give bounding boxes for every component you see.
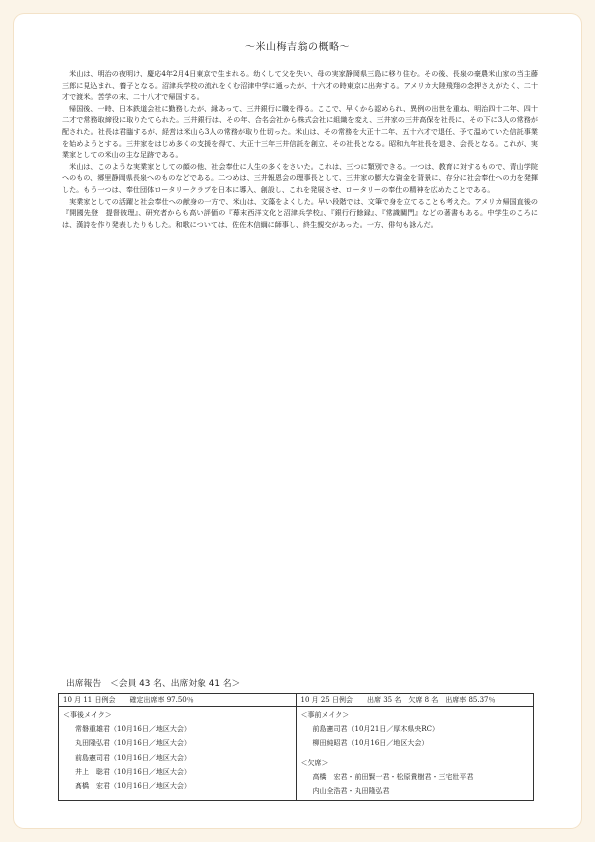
article-paragraph: 実業家としての活躍と社会奉仕への献身の一方で、米山は、文藻をよくした。早い段階では、文筆で身を立てることも考えた。アメリカ帰国直後の『開國先登 提督彼理』、研究者からも高い評価の『幕末西洋文化と沼津兵学校』、『銀行行餘録』、『常識關門』などの著書もある。中学生のころには、漢詩を作り発表したりもした。和歌については、佐佐木信綱に師事し、終生親交があった。一方、俳句も詠んだ。 — [62, 196, 538, 229]
member-row: 常磐重雄君（10月16日／地区大会） — [75, 725, 191, 734]
section-label: ＜事前メイク＞ — [300, 711, 350, 719]
member-row: 柳田純昭君（10月16日／地区大会） — [312, 739, 429, 748]
section-label: ＜事後メイク＞ — [63, 711, 112, 719]
member-row: 髙橋 宏君（10月16日／地区大会） — [75, 782, 191, 791]
section-label: ＜欠席＞ — [300, 758, 329, 767]
attendance-column-oct11 — [59, 694, 296, 800]
member-row: 井上 聡君（10月16日／地区大会） — [75, 767, 191, 776]
attendance-report-title: 出席報告 ＜会員 43 名、出席対象 41 名＞ — [66, 679, 241, 689]
meeting-header: 10 月 11 日例会 確定出席率 97.50％ — [59, 694, 296, 707]
meeting-body — [297, 707, 534, 800]
meeting-body — [59, 707, 296, 795]
member-row: 高橋 宏君・前田賢一君・松原貴樹君・三宅壯平君 — [312, 772, 474, 781]
member-row: 丸田隆弘君（10月16日／地区大会） — [75, 739, 191, 748]
attendance-column-oct25 — [296, 694, 534, 800]
article-paragraph: 米山は、明治の夜明け、慶応4年2月4日東京で生まれる。幼くして父を失い、母の実家静岡県三島に移り住む。その後、長泉の豪農米山家の当主藤三郎に見込まれ、養子となる。沼津兵学校の流れをくむ沼津中学に通ったが、十六才の時東京に出奔する。アメリカ大陸飛翔の念押さえがたく、二十才で渡米。苦学の末、二十八才で帰国する。 — [62, 69, 538, 102]
article-paragraph: 米山は、このような実業家としての顔の他、社会奉仕に人生の多くをさいた。これは、三つに類別できる。一つは、教育に対するもので、青山学院へのもの、郷里静岡県長泉へのものなどである。二つめは、三井報恩会の理事長として、三井家の膨大な資金を背景に、存分に社会奉仕への力を発揮した。もう一つは、奉仕団体ロータリークラブを日本に導入、創設し、これを発展させ、ロータリーの奉仕の精神を広めたことである。 — [62, 161, 538, 194]
article-body — [62, 68, 538, 230]
attendance-table — [58, 693, 534, 801]
member-row: 前島憲司君（10月16日／地区大会） — [75, 753, 191, 762]
member-row: 内山全浩君・丸田隆弘君 — [312, 787, 390, 796]
article-title: 〜米山梅吉翁の概略〜 — [245, 42, 350, 53]
article-paragraph: 帰国後、一時、日本鉄道会社に勤務したが、縁あって、三井銀行に職を得る。ここで、早くから認められ、異例の出世を重ね、明治四十二年、四十二才で常務取締役に取りたてられた。三井銀行は、その年、合名会社から株式会社に組織を変え、三井家の三井高保を社長に、その下に3人の常務が配された。社長は君臨するが、経営は米山ら3人の常務が取り仕切った。米山は、その常務を大正十二年、五十六才で退任、予て温めていた信託事業を始めようとする。三井家をはじめ多くの支援を得て、大正十三年三井信託を創立、その社長となる。昭和九年社長を退き、会長となる。これが、実業家としての米山の主な足跡である。 — [62, 103, 538, 160]
member-row: 前島憲司君（10月21日／厚木県央RC） — [312, 725, 439, 734]
attendance-report — [58, 676, 534, 801]
meeting-header: 10 月 25 日例会 出席 35 名 欠席 8 名 出席率 85.37％ — [297, 694, 534, 707]
